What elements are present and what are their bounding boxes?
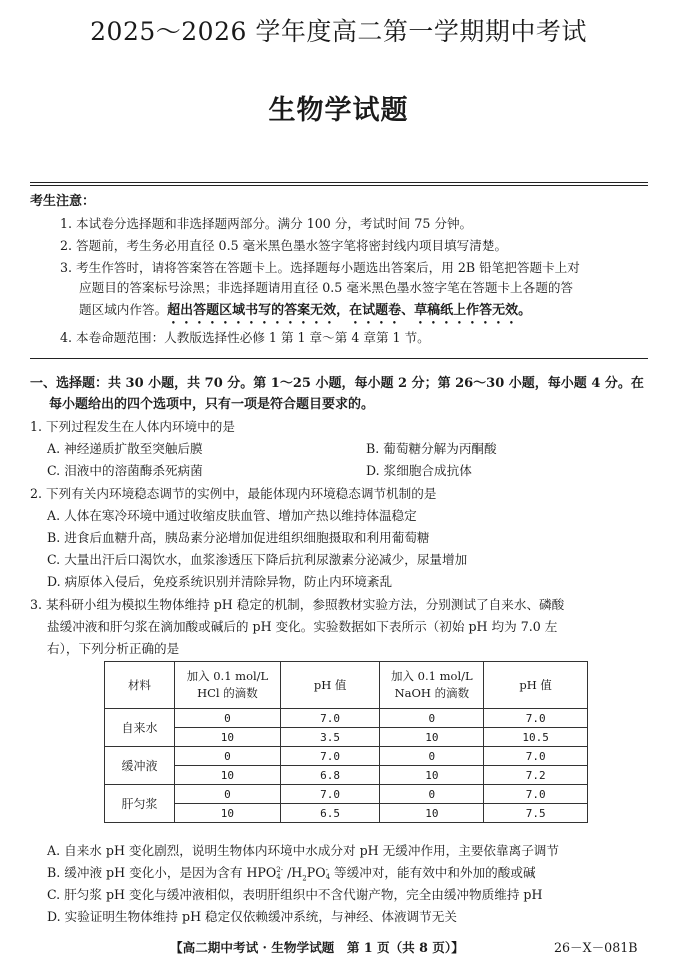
ph-data-table [104, 661, 588, 823]
q1-option-c: C. 泪液中的溶菌酶杀死病菌 [47, 463, 203, 478]
material-cell: 肝匀浆 [105, 785, 175, 823]
q1-option-a: A. 神经递质扩散至突触后膜 [47, 441, 203, 456]
table-row [105, 747, 588, 766]
table-row [105, 709, 588, 728]
notice-heading: 考生注意： [30, 194, 96, 209]
table-cell: 7.0 [280, 785, 380, 804]
table-cell: 10 [380, 766, 484, 785]
divider-notice [30, 358, 648, 359]
q2-option-a: A. 人体在寒冷环境中通过收缩皮肤血管、增加产热以维持体温稳定 [47, 508, 417, 523]
footer-page-info: 【高二期中考试 · 生物学试题 第 1 页（共 8 页）】 [170, 940, 464, 955]
q3-option-d: D. 实验证明生物体维持 pH 稳定仅依赖缓冲系统，与神经、体液调节无关 [47, 909, 457, 924]
notice-emphasis: 超出答题区域书写的答案无效，在试题卷、草稿纸上作答无效。 [167, 303, 532, 318]
section-heading-2: 每小题给出的四个选项中，只有一项是符合题目要求的。 [49, 397, 375, 412]
table-cell: 10 [175, 766, 281, 785]
material-cell: 自来水 [105, 709, 175, 747]
q3-option-a: A. 自来水 pH 变化剧烈，说明生物体内环境中水成分对 pH 无缓冲作用，主要依靠离子调节 [47, 843, 559, 858]
divider-top-2 [30, 185, 648, 186]
table-cell: 10.5 [484, 728, 588, 747]
table-cell: 7.2 [484, 766, 588, 785]
subject-title: 生物学试题 [268, 95, 409, 126]
q3-option-b: B. 缓冲液 pH 变化小，是因为含有 HPO 2- 4 $/H_2PO$ - 4 等缓冲对，能有效中和外加的酸或碱 [47, 865, 536, 883]
table-cell: 10 [380, 728, 484, 747]
table-cell: 0 [380, 709, 484, 728]
q1-option-b: B. 葡萄糖分解为丙酮酸 [366, 441, 497, 456]
q2-option-c: C. 大量出汗后口渴饮水，血浆渗透压下降后抗利尿激素分泌减少，尿量增加 [47, 552, 468, 567]
exam-title: 2025～2026 学年度高二第一学期期中考试 [90, 17, 587, 46]
table-cell: 0 [380, 747, 484, 766]
notice-item-line [79, 302, 531, 327]
table-cell: 7.5 [484, 804, 588, 823]
notice-item: 2. 答题前，考生务必用直径 0.5 毫米黑色墨水签字笔将密封线内项目填写清楚。 [60, 238, 508, 253]
table-cell: 0 [175, 785, 281, 804]
table-cell: 0 [380, 785, 484, 804]
header-material: 材料 [105, 662, 175, 709]
table-cell: 7.0 [484, 747, 588, 766]
table-row [105, 785, 588, 804]
table-cell: 6.8 [280, 766, 380, 785]
section-heading: 一、选择题：共 30 小题，共 70 分。第 1～25 小题，每小题 2 分；第 26～30 小题，每小题 4 分。在 [30, 376, 644, 391]
table-cell: 0 [175, 709, 281, 728]
notice-item-text: 题区域内作答。 [79, 302, 168, 317]
question-1-stem: 1. 下列过程发生在人体内环境中的是 [30, 419, 235, 434]
header-ph-2: pH 值 [484, 662, 588, 709]
table-header-row [105, 662, 588, 709]
divider-top [30, 182, 648, 183]
q2-option-b: B. 进食后血糖升高，胰岛素分泌增加促进组织细胞摄取和利用葡萄糖 [47, 530, 430, 545]
material-cell: 缓冲液 [105, 747, 175, 785]
q3-option-c: C. 肝匀浆 pH 变化与缓冲液相似，表明肝组织中不含代谢产物，完全由缓冲物质维持 pH [47, 887, 543, 902]
table-cell: 7.0 [280, 747, 380, 766]
notice-item: 1. 本试卷分选择题和非选择题两部分。满分 100 分，考试时间 75 分钟。 [60, 216, 473, 231]
table-cell: 7.0 [280, 709, 380, 728]
table-cell: 6.5 [280, 804, 380, 823]
header-naoh: 加入 0.1 mol/L NaOH 的滴数 [380, 662, 484, 709]
table-cell: 3.5 [280, 728, 380, 747]
question-2-stem: 2. 下列有关内环境稳态调节的实例中，最能体现内环境稳态调节机制的是 [30, 486, 437, 501]
table-cell: 7.0 [484, 709, 588, 728]
table-row [105, 804, 588, 823]
notice-item: 3. 考生作答时，请将答案答在答题卡上。选择题每小题选出答案后，用 2B 铅笔把答题卡上对 [60, 260, 580, 275]
question-3-stem-3: 右），下列分析正确的是 [47, 641, 180, 656]
question-3-stem: 3. 某科研小组为模拟生物体维持 pH 稳定的机制，参照教材实验方法，分别测试了自来水、磷酸 [30, 597, 565, 612]
notice-item: 4. 本卷命题范围：人教版选择性必修 1 第 1 章～第 4 章第 1 节。 [60, 330, 430, 345]
q2-option-d: D. 病原体入侵后，免疫系统识别并清除异物，防止内环境紊乱 [47, 574, 393, 589]
question-3-stem-2: 盐缓冲液和肝匀浆在滴加酸或碱后的 pH 变化。实验数据如下表所示（初始 pH 均为 7.0 左 [47, 619, 558, 634]
notice-item: 应题目的答案标号涂黑；非选择题请用直径 0.5 毫米黑色墨水签字笔在答题卡上各题的答 [79, 280, 574, 295]
table-cell: 7.0 [484, 785, 588, 804]
table-row [105, 728, 588, 747]
q1-option-d: D. 浆细胞合成抗体 [366, 463, 472, 478]
footer-code: 26－X－081B [554, 940, 638, 955]
header-hcl: 加入 0.1 mol/L HCl 的滴数 [175, 662, 281, 709]
table-cell: 10 [175, 728, 281, 747]
table-cell: 10 [380, 804, 484, 823]
table-row [105, 766, 588, 785]
table-cell: 10 [175, 804, 281, 823]
header-ph-1: pH 值 [280, 662, 380, 709]
table-cell: 0 [175, 747, 281, 766]
